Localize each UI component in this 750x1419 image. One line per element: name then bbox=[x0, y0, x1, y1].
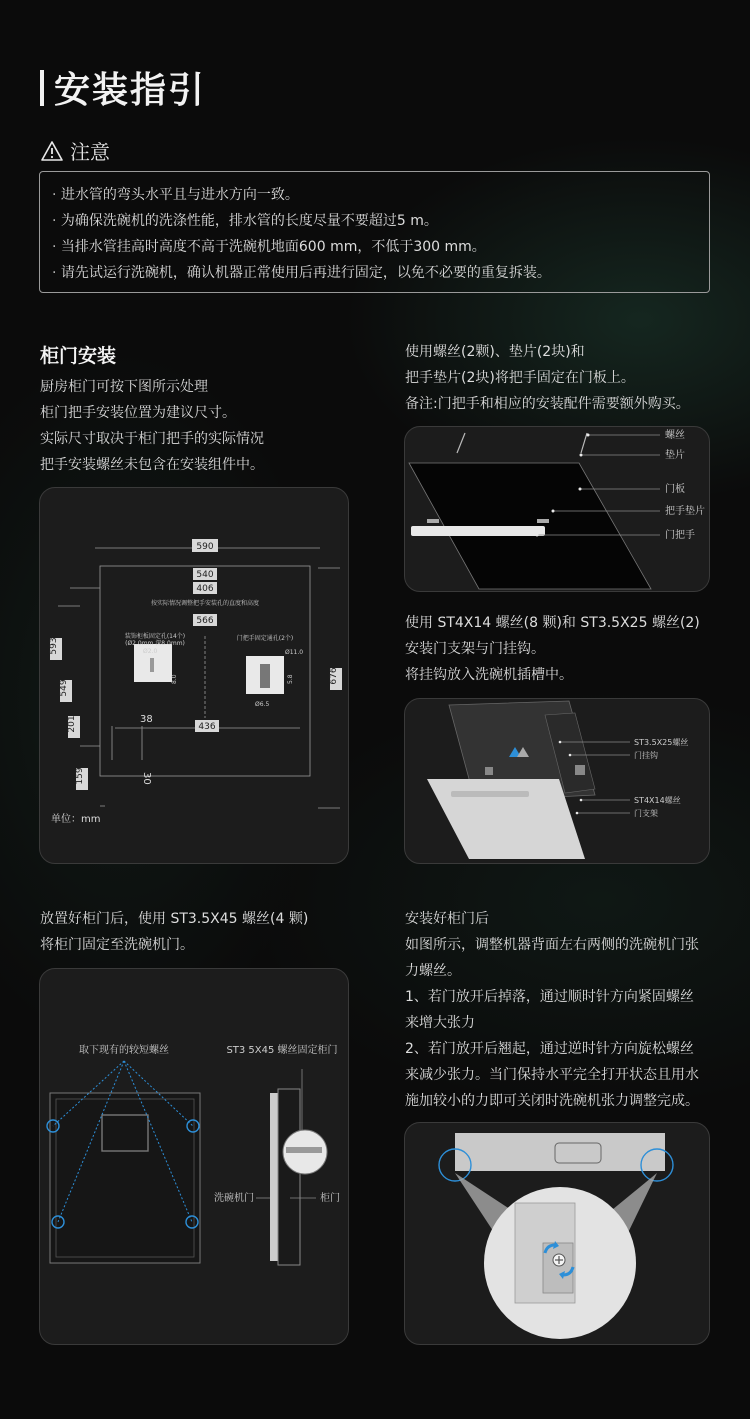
label-handle-pad: 把手垫片 bbox=[665, 506, 705, 517]
tension-line: 2、若门放开后翘起，通过逆时针方向旋松螺丝 bbox=[405, 1041, 694, 1057]
warning-icon bbox=[40, 140, 64, 162]
label-hook: 门挂钩 bbox=[634, 751, 658, 760]
handle-line: 备注:门把手和相应的安装配件需要额外购买。 bbox=[405, 396, 690, 412]
handle-line: 使用螺丝(2颗)、垫片(2块)和 bbox=[405, 344, 585, 360]
door-section bbox=[40, 341, 264, 478]
tension-line: 力螺丝。 bbox=[405, 963, 461, 979]
door-text bbox=[40, 374, 264, 478]
fix-drawing bbox=[40, 969, 349, 1345]
bracket-line: 使用 ST4X14 螺丝(8 颗)和 ST3.5X25 螺丝(2) bbox=[405, 615, 700, 631]
tension-line: 施加较小的力即可关闭时洗碗机张力调整完成。 bbox=[405, 1093, 699, 1109]
handle-drawing bbox=[405, 427, 710, 592]
tension-line: 来增大张力 bbox=[405, 1015, 475, 1031]
dim-549: 549 bbox=[59, 679, 69, 697]
tension-line: 如图所示，调整机器背面左右两侧的洗碗机门张 bbox=[405, 937, 699, 953]
label-washer: 垫片 bbox=[665, 450, 685, 461]
dim-540: 540 bbox=[196, 570, 214, 580]
door-line: 把手安装螺丝未包含在安装组件中。 bbox=[40, 457, 264, 473]
unit-label: 单位：mm bbox=[51, 814, 101, 825]
fix-text bbox=[40, 906, 308, 958]
notice-label: 注意 bbox=[70, 140, 110, 164]
notice-item: · 进水管的弯头水平且与进水方向一致。 bbox=[52, 182, 697, 208]
bracket-drawing bbox=[405, 699, 710, 864]
left-hole-depth: 8.0 bbox=[171, 674, 178, 684]
bracket-diagram bbox=[404, 698, 710, 864]
dim-406: 406 bbox=[196, 584, 214, 594]
right-hole-depth: 5.8 bbox=[287, 674, 294, 684]
right-hole-dia2: Ø6.5 bbox=[255, 701, 270, 708]
dim-590: 590 bbox=[196, 542, 214, 552]
label-fix-screw: ST3 5X45 螺丝固定柜门 bbox=[226, 1045, 338, 1056]
dim-159: 159 bbox=[75, 767, 85, 785]
bracket-line: 安装门支架与门挂钩。 bbox=[405, 641, 545, 657]
fix-line: 放置好柜门后，使用 ST3.5X45 螺丝(4 颗) bbox=[40, 911, 309, 927]
label-handle: 门把手 bbox=[665, 530, 695, 541]
dim-201: 201 bbox=[67, 715, 77, 733]
page-title-text: 安装指引 bbox=[54, 70, 207, 111]
bracket-text bbox=[405, 610, 700, 688]
handle-diagram bbox=[404, 426, 710, 592]
fix-line: 将柜门固定至洗碗机门。 bbox=[40, 937, 194, 953]
right-hole-dia1: Ø11.0 bbox=[285, 649, 304, 656]
left-hole-spec: (Ø2.0mm 深8.0mm) bbox=[125, 640, 185, 647]
label-st35x25: ST3.5X25螺丝 bbox=[634, 738, 689, 747]
tension-drawing bbox=[405, 1123, 710, 1345]
title-bar bbox=[40, 70, 44, 106]
notice-item: · 当排水管挂高时高度不高于洗碗机地面600 mm，不低于300 mm。 bbox=[52, 234, 697, 260]
right-hole-label: 门把手固定通孔(2个) bbox=[236, 635, 294, 642]
handle-text bbox=[405, 339, 690, 417]
label-short-screw: 取下现有的较短螺丝 bbox=[79, 1045, 169, 1056]
left-hole-dia: Ø2.0 bbox=[143, 648, 158, 655]
bracket-line: 将挂钩放入洗碗机插槽中。 bbox=[405, 667, 573, 683]
page-title bbox=[40, 62, 206, 113]
left-hole-label: 装饰柜板固定孔(14个) bbox=[124, 633, 186, 640]
label-bracket: 门支架 bbox=[634, 809, 658, 818]
dim-566: 566 bbox=[196, 616, 214, 626]
label-screw: 螺丝 bbox=[665, 430, 685, 441]
dim-30: 30 bbox=[141, 772, 152, 785]
tension-line: 安装好柜门后 bbox=[405, 911, 489, 927]
door-line: 柜门把手安装位置为建议尺寸。 bbox=[40, 405, 236, 421]
notice-item: · 请先试运行洗碗机，确认机器正常使用后再进行固定，以免不必要的重复拆装。 bbox=[52, 260, 697, 286]
tension-text bbox=[405, 906, 725, 1114]
notice-heading bbox=[40, 136, 110, 165]
dim-436: 436 bbox=[198, 722, 216, 732]
notice-box bbox=[39, 171, 710, 293]
dim-676: 676 bbox=[329, 667, 339, 685]
label-st4x14: ST4X14螺丝 bbox=[634, 796, 681, 805]
label-door-panel: 门板 bbox=[665, 484, 685, 495]
door-line: 厨房柜门可按下图所示处理 bbox=[40, 379, 208, 395]
note-top: 按实际情况调整把手安装孔的直度和高度 bbox=[150, 600, 260, 607]
label-dw-door: 洗碗机门 bbox=[214, 1193, 254, 1204]
dim-38: 38 bbox=[140, 714, 153, 725]
dimension-drawing bbox=[40, 488, 349, 864]
label-cabinet-door: 柜门 bbox=[320, 1193, 340, 1204]
dim-593: 593 bbox=[49, 637, 59, 655]
tension-line: 来减少张力。当门保持水平完全打开状态且用水 bbox=[405, 1067, 699, 1083]
door-title: 柜门安装 bbox=[40, 345, 117, 367]
tension-line: 1、若门放开后掉落，通过顺时针方向紧固螺丝 bbox=[405, 989, 694, 1005]
tension-diagram bbox=[404, 1122, 710, 1345]
notice-item: · 为确保洗碗机的洗涤性能，排水管的长度尽量不要超过5 m。 bbox=[52, 208, 697, 234]
fix-diagram bbox=[39, 968, 349, 1345]
door-line: 实际尺寸取决于柜门把手的实际情况 bbox=[40, 431, 264, 447]
dimension-diagram bbox=[39, 487, 349, 864]
handle-line: 把手垫片(2块)将把手固定在门板上。 bbox=[405, 370, 635, 386]
